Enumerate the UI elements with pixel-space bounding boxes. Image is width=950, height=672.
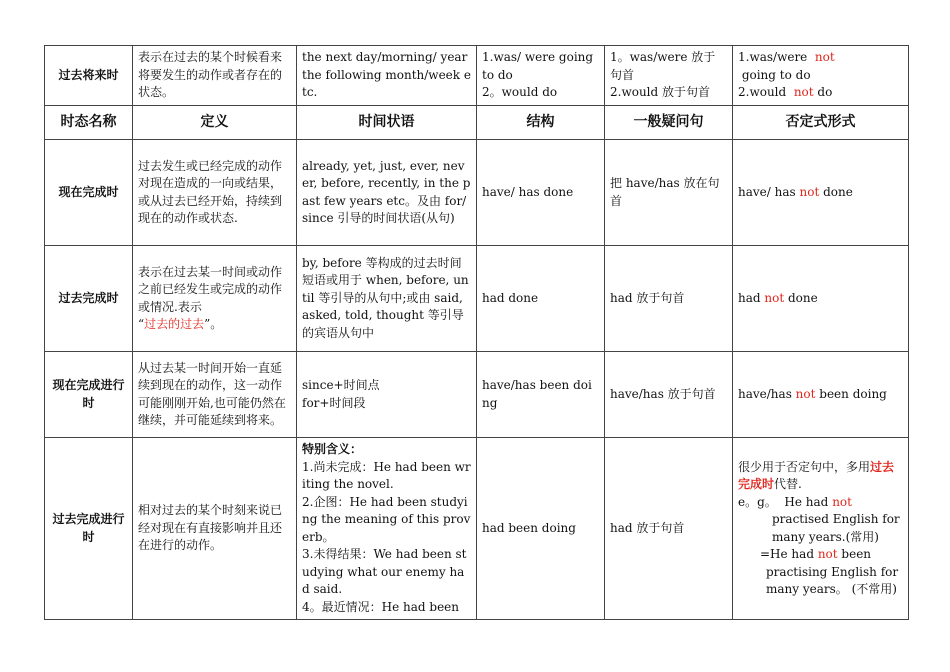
- tense-name: 过去完成进行时: [45, 438, 133, 620]
- tense-definition: 从过去某一时间开始一直延续到现在的动作，这一动作可能刚刚开始,也可能仍然在继续，并可能延续到将来。: [133, 352, 297, 438]
- table-row-past-perfect: [45, 246, 909, 352]
- table-row-present-perfect-continuous: [45, 352, 909, 438]
- tense-definition: [133, 246, 297, 352]
- example-text: practised English for many years.(常用): [772, 512, 900, 544]
- negative-text: have/ has: [738, 184, 800, 199]
- header-definition: 定义: [133, 106, 297, 140]
- adverbial-line: since+时间点: [302, 378, 380, 392]
- header-adverbial: 时间状语: [297, 106, 477, 140]
- special-meaning-title: 特别含义：: [302, 442, 363, 456]
- example-label: e。g。 He had: [738, 494, 833, 509]
- structure-cell: have/has been doing: [477, 352, 605, 438]
- negative-cell: [733, 140, 909, 246]
- table-row-past-perfect-continuous: [45, 438, 909, 620]
- meaning-item: 3.未得结果：We had been studying what our enemy had said.: [302, 547, 467, 596]
- negative-note: 很少用于否定句中，多用: [738, 459, 871, 474]
- time-adverbial: already, yet, just, ever, never, before, recently, in the past few years etc。及由 for/since 引导的时间状语(从句): [297, 140, 477, 246]
- tense-name: 过去将来时: [45, 46, 133, 106]
- negative-text: been doing: [815, 386, 887, 401]
- time-adverbial: [297, 352, 477, 438]
- question-cell: have/has 放于句首: [605, 352, 733, 438]
- definition-text: 表示在过去某一时间或动作之前已经发生或完成的动作或情况.表示: [138, 264, 283, 314]
- tense-name: 现在完成时: [45, 140, 133, 246]
- tense-definition: 表示在过去的某个时候看来将要发生的动作或者存在的状态。: [133, 46, 297, 106]
- highlight-text: 过去的过去: [144, 317, 205, 331]
- time-adverbial: [297, 438, 477, 620]
- negative-cell: [733, 46, 909, 106]
- highlight-text: 过去完成时: [738, 459, 895, 491]
- not-keyword: not: [764, 290, 785, 305]
- quote-open: “: [138, 317, 145, 331]
- question-cell: had 放于句首: [605, 246, 733, 352]
- not-keyword: not: [814, 50, 835, 65]
- negative-text: 1.was/were: [738, 50, 815, 65]
- not-keyword: not: [799, 184, 820, 199]
- not-keyword: not: [832, 494, 852, 509]
- negative-cell: [733, 438, 909, 620]
- negative-cell: [733, 246, 909, 352]
- time-adverbial: the next day/morning/ year the following month/week etc.: [297, 46, 477, 106]
- not-keyword: not: [793, 85, 814, 100]
- question-line: 2.would 放于句首: [610, 85, 711, 100]
- example-alt: been: [837, 547, 872, 561]
- not-keyword: not: [795, 386, 816, 401]
- header-negative: 否定式形式: [733, 106, 909, 140]
- question-line: 1。was/were 放于句首: [610, 50, 716, 82]
- example-alt: =He had: [760, 547, 818, 561]
- negative-text: had: [738, 290, 765, 305]
- header-question: 一般疑问句: [605, 106, 733, 140]
- example-text: practising English for many years。 (不常用): [766, 564, 899, 596]
- negative-text: going to do: [738, 67, 811, 82]
- question-cell: 把 have/has 放在句首: [605, 140, 733, 246]
- meaning-item: 2.企图：He had been studying the meaning of this proverb。: [302, 494, 471, 544]
- table-header-row: [45, 106, 909, 140]
- structure-cell: had done: [477, 246, 605, 352]
- table-row-future-in-past: [45, 46, 909, 106]
- negative-cell: [733, 352, 909, 438]
- negative-text: done: [784, 290, 818, 305]
- table-row-present-perfect: [45, 140, 909, 246]
- structure-line: 2。would do: [482, 85, 558, 100]
- tense-definition: 过去发生或已经完成的动作对现在造成的一向或结果，或从过去已经开始，持续到现在的动作或状态.: [133, 140, 297, 246]
- structure-line: 1.was/ were going to do: [482, 50, 594, 82]
- question-cell: [605, 46, 733, 106]
- header-name: 时态名称: [45, 106, 133, 140]
- negative-note: 代替.: [774, 477, 802, 491]
- not-keyword: not: [817, 547, 838, 561]
- header-structure: 结构: [477, 106, 605, 140]
- question-cell: had 放于句首: [605, 438, 733, 620]
- tense-name: 现在完成进行时: [45, 352, 133, 438]
- time-adverbial: by, before 等构成的过去时间短语或用于 when, before, until 等引导的从句中;或由 said, asked, told, thought 等引导的宾语从句中: [297, 246, 477, 352]
- adverbial-line: for+时间段: [302, 395, 366, 410]
- meaning-item: 4。最近情况：He had been: [302, 599, 460, 614]
- negative-text: do: [813, 85, 833, 100]
- structure-cell: [477, 46, 605, 106]
- quote-close: ”。: [204, 317, 223, 331]
- negative-text: 2.would: [738, 85, 794, 100]
- structure-cell: had been doing: [477, 438, 605, 620]
- tense-table: [44, 45, 909, 620]
- structure-cell: have/ has done: [477, 140, 605, 246]
- meaning-item: 1.尚未完成：He had been writing the novel.: [302, 459, 471, 491]
- negative-text: done: [819, 184, 853, 199]
- tense-definition: 相对过去的某个时刻来说已经对现在有直接影响并且还在进行的动作。: [133, 438, 297, 620]
- tense-name: 过去完成时: [45, 246, 133, 352]
- negative-text: have/has: [738, 386, 796, 401]
